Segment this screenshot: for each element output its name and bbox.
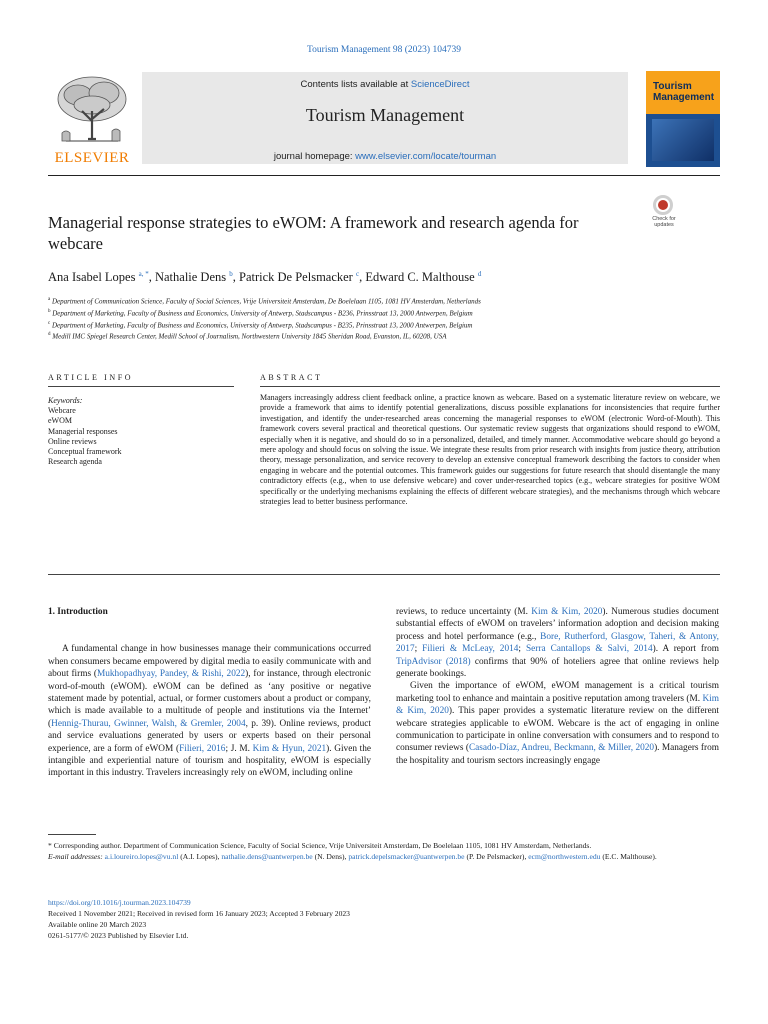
journal-masthead: [48, 71, 720, 167]
author-name[interactable]: Nathalie Dens: [154, 270, 227, 285]
elsevier-logo[interactable]: [48, 71, 136, 167]
body-paragraph: [48, 643, 371, 779]
body-column-right: [396, 606, 719, 767]
body-paragraph: [396, 680, 719, 767]
keywords-label: Keywords:: [48, 396, 83, 405]
text-run: ;: [518, 644, 526, 655]
homepage-prefix: journal homepage:: [273, 151, 356, 162]
citation-link[interactable]: Kim & Kim, 2020: [396, 693, 719, 717]
journal-banner: [142, 72, 628, 164]
affiliations: [48, 295, 720, 342]
affiliation: [48, 307, 720, 319]
body-column-left: [48, 606, 371, 780]
citation-link[interactable]: Filieri & McLeay, 2014: [422, 644, 519, 655]
text-run: ). Numerous studies document substantial effects of eWOM on travelers’ information adoption and decision making process and hotel performance (e.g.,: [396, 607, 719, 642]
text-run: ;: [414, 644, 423, 655]
affiliation: [48, 295, 720, 307]
text-run: ; J. M.: [225, 743, 253, 754]
keyword: Online reviews: [48, 436, 97, 446]
copyright-line: 0261-5177/© 2023 Published by Elsevier Ltd.: [48, 931, 189, 940]
keyword: Research agenda: [48, 457, 102, 467]
update-label: Check for updates: [652, 216, 676, 228]
email-owner: (P. De Pelsmacker),: [466, 852, 529, 861]
abstract-heading: ABSTRACT: [260, 373, 323, 382]
author-name[interactable]: Ana Isabel Lopes: [48, 270, 136, 285]
text-run: A fundamental change in how businesses manage their communications occurred when consumers became empowered by digital media to easily communicate with and about firms (: [48, 644, 371, 680]
text-run: ). Given the intangible and experiential nature of tourism and hospitality, eWOM is especially important in this industry. Travelers increasingly rely on eWOM, including online: [48, 743, 372, 779]
abstract-text: Managers increasingly address client feedback online, a practice known as webcare. Based on a systematic literature review on webcare, we provide a framework that aims to identify potential generalizations, discuss possible explanations for inconsistencies that require further investigation, and identify the under-researched areas concerning the managerial responses to eWOM (electronic Word-of-Mouth). This framework covers several practical and theoretical questions. Our systematic review suggests that organizations should respond to eWOM, especially when it is negative, and should do so in a personalized, detailed, and timely manner. Accommodative webcare should go beyond a mere apology and should focus on solving the issue. We integrate these results from prior research with insights from justice theory, attribution theory, message personalization, and service recovery to develop an extensive conceptual framework describing the factors to consider when engaging in webcare and the potential outcomes. This framework guides our suggestions for future research that should disentangle the many contradictory effects (e.g., when to use defensive webcare) and cover under-researched topics (e.g., webcare strategies for positive WOM specifically or the underlying mechanisms explaining the effects of different webcare strategies), and the mechanisms through which webcare strategies lead to better business performance.: [260, 393, 720, 507]
affiliation-text: Department of Communication Science, Faculty of Social Sciences, Vrije Universiteit Amsterdam, De Boelelaan 1105, 1081 HV Amsterdam, Netherlands: [51, 297, 481, 306]
email-link[interactable]: a.i.loureiro.lopes@vu.nl: [104, 852, 179, 861]
citation-link[interactable]: Kim & Hyun, 2021: [252, 743, 327, 754]
text-run: ). This paper provides a systematic literature review on the different webcare strategies applicable to eWOM. Webcare is the act of engaging in online communication to participate in online conversation with consumers and to respond to consumer reviews (: [396, 706, 719, 754]
body-paragraph: [396, 606, 719, 680]
keyword: Managerial responses: [48, 426, 118, 436]
keywords-block: [48, 396, 234, 467]
journal-name: Tourism Management: [305, 105, 465, 125]
journal-citation[interactable]: Tourism Management 98 (2023) 104739: [307, 45, 461, 55]
email-link[interactable]: patrick.depelsmacker@uantwerpen.be: [348, 852, 465, 861]
citation-link[interactable]: Mukhopadhyay, Pandey, & Rishi, 2022: [96, 669, 246, 680]
article-title: Managerial response strategies to eWOM: A framework and research agenda for webcare: [48, 213, 579, 253]
author-mark[interactable]: b: [229, 270, 233, 278]
affiliation-text: Department of Marketing, Faculty of Business and Economics, University of Antwerp, Stadscampus - B236, Prinsstraat 13, 2000 Antwerpen, Belgium: [52, 309, 473, 318]
citation-link[interactable]: Bore, Rutherford, Glasgow, Taheri, & Antony, 2017: [396, 631, 719, 655]
text-run: ). Managers from the hospitality and tourism sectors increasingly engage: [396, 743, 720, 766]
citation-link[interactable]: Hennig-Thurau, Gwinner, Walsh, & Gremler, 2004: [51, 718, 246, 729]
email-owner: (E.C. Malthouse).: [602, 852, 657, 861]
received-dates: Received 1 November 2021; Received in revised form 16 January 2023; Accepted 3 February 2023: [48, 909, 350, 918]
affiliation: [48, 319, 720, 331]
citation-link[interactable]: Filieri, 2016: [179, 743, 226, 754]
text-run: ), for instance, through electronic word-of-mouth (eWOM). eWOM can be defined as ‘any positive or negative statement made by potential, actual, or former customers about a product or company, which is made available to a multitude of people and institutions via the Internet’ (: [48, 669, 371, 729]
email-label: E-mail addresses:: [48, 852, 103, 861]
text-run: Given the importance of eWOM, eWOM management is a critical tourism marketing tool to enhance and maintain a positive reputation among travelers (M.: [396, 681, 719, 704]
author-mark[interactable]: c: [355, 270, 360, 278]
elsevier-tree-icon: [48, 71, 136, 149]
author-list: Ana Isabel Lopes $^{a, *}$, Nathalie Dens $^b$, Patrick De Pelsmacker $^c$, Edward C. Malthouse $^d$: [48, 270, 482, 285]
corresponding-author-note: * Corresponding author. Department of Communication Science, Faculty of Social Science, Vrije Universiteit Amsterdam, De Boelelaan 1105, 1081 HV Amsterdam, Netherlands.: [48, 841, 592, 850]
journal-homepage-link[interactable]: www.elsevier.com/locate/tourman: [355, 151, 497, 162]
keyword: Webcare: [48, 406, 76, 416]
citation-link[interactable]: TripAdvisor (2018): [396, 656, 471, 667]
affiliation-mark: c: [48, 320, 51, 326]
contents-line: [142, 79, 628, 90]
author-mark[interactable]: d: [477, 270, 482, 278]
update-bookmark-icon: [658, 200, 668, 210]
article-info-rule: [48, 386, 234, 387]
affiliation-text: Department of Marketing, Faculty of Business and Economics, University of Antwerp, Stadscampus - B235, Prinsstraat 13, 2000 Antwerpen, Belgium: [51, 320, 473, 329]
publication-info: [48, 897, 720, 941]
affiliation: [48, 330, 720, 342]
keyword: Conceptual framework: [48, 447, 122, 457]
email-addresses: [48, 851, 720, 862]
affiliation-mark: a: [48, 297, 51, 302]
author-mark[interactable]: a, *: [138, 270, 149, 278]
affiliation-mark: d: [48, 332, 51, 338]
email-link[interactable]: nathalie.dens@uantwerpen.be: [221, 852, 313, 861]
masthead-rule: [48, 175, 720, 176]
homepage-line: [142, 151, 628, 162]
keyword: eWOM: [48, 416, 72, 426]
author-name[interactable]: Edward C. Malthouse: [365, 270, 475, 285]
citation-link[interactable]: Casado-Díaz, Andreu, Beckmann, & Miller, 2020: [468, 743, 655, 754]
email-owner: (N. Dens),: [314, 852, 349, 861]
citation-link[interactable]: Serra Cantallops & Salvi, 2014: [525, 644, 653, 655]
publisher-name: ELSEVIER: [54, 150, 130, 166]
author-name[interactable]: Patrick De Pelsmacker: [239, 270, 353, 285]
email-link[interactable]: ecm@northwestern.edu: [528, 852, 601, 861]
article-info-heading: ARTICLE INFO: [48, 373, 134, 382]
journal-cover-thumbnail[interactable]: [646, 71, 720, 167]
text-run: reviews, to reduce uncertainty (M.: [396, 607, 532, 617]
footnotes: [48, 840, 720, 862]
sciencedirect-link[interactable]: ScienceDirect: [410, 79, 470, 90]
contents-prefix: Contents lists available at: [300, 79, 411, 90]
cover-title: Tourism Management: [653, 81, 715, 103]
affiliation-text: Medill IMC Spiegel Research Center, Medill School of Journalism, Northwestern University 1845 Sheridan Road, Evanston, IL, 60208, USA: [52, 332, 447, 341]
available-online: Available online 20 March 2023: [48, 920, 147, 929]
citation-link[interactable]: Kim & Kim, 2020: [531, 607, 603, 617]
section-heading: 1. Introduction: [48, 607, 108, 617]
text-run: , p. 39). Online reviews, product and service evaluations generated by users or experts based on their personal experience, are a form of eWOM (: [48, 718, 371, 754]
text-run: confirms that 90% of hoteliers agree that online reviews help generate bookings.: [396, 656, 719, 680]
text-run: ). A report from: [652, 644, 719, 655]
abstract-rule: [260, 386, 720, 387]
abstract-bottom-rule: [48, 574, 720, 575]
check-for-updates-badge[interactable]: [645, 195, 683, 231]
email-owner: (A.I. Lopes),: [180, 852, 222, 861]
footnote-rule: [48, 834, 96, 835]
doi-link[interactable]: https://doi.org/10.1016/j.tourman.2023.104739: [48, 898, 191, 907]
cover-image: [652, 119, 714, 161]
affiliation-mark: b: [48, 308, 51, 314]
